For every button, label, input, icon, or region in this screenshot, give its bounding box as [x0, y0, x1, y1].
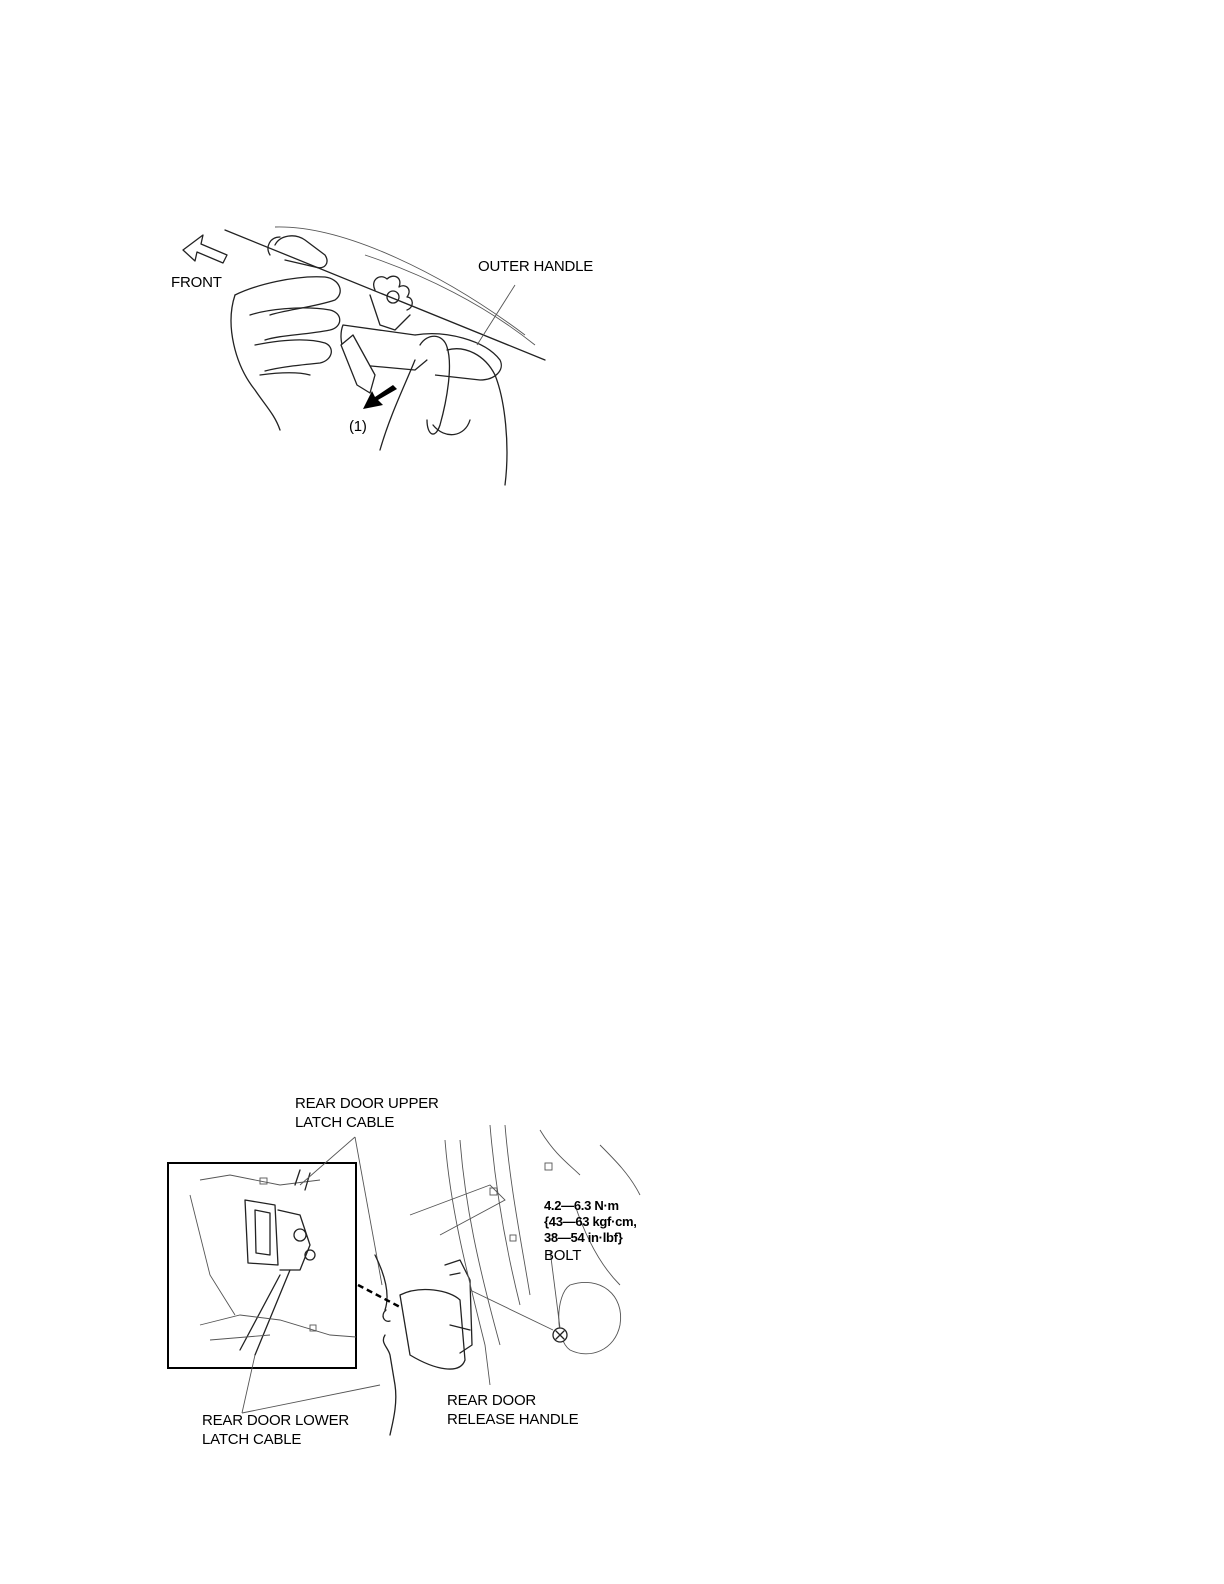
- release-handle-label: REAR DOOR RELEASE HANDLE: [447, 1392, 579, 1428]
- outer-handle-figure: [165, 215, 615, 485]
- upper-latch-cable-label: REAR DOOR UPPER LATCH CABLE: [295, 1095, 439, 1131]
- release-handle-part: [400, 1260, 472, 1369]
- rear-door-release-figure: [160, 1085, 650, 1450]
- step-1-label: (1): [349, 418, 367, 435]
- outer-handle-label: OUTER HANDLE: [478, 258, 594, 275]
- bolt-label: BOLT: [544, 1247, 582, 1264]
- bolt-part: [553, 1328, 567, 1342]
- outer-handle-illustration: [165, 215, 615, 485]
- front-label: FRONT: [171, 274, 222, 291]
- torque-spec-label: 4.2—6.3 N·m {43—63 kgf·cm, 38—54 in·lbf}: [544, 1198, 637, 1245]
- front-arrow-icon: [183, 235, 227, 263]
- lower-latch-cable-label: REAR DOOR LOWER LATCH CABLE: [202, 1412, 350, 1448]
